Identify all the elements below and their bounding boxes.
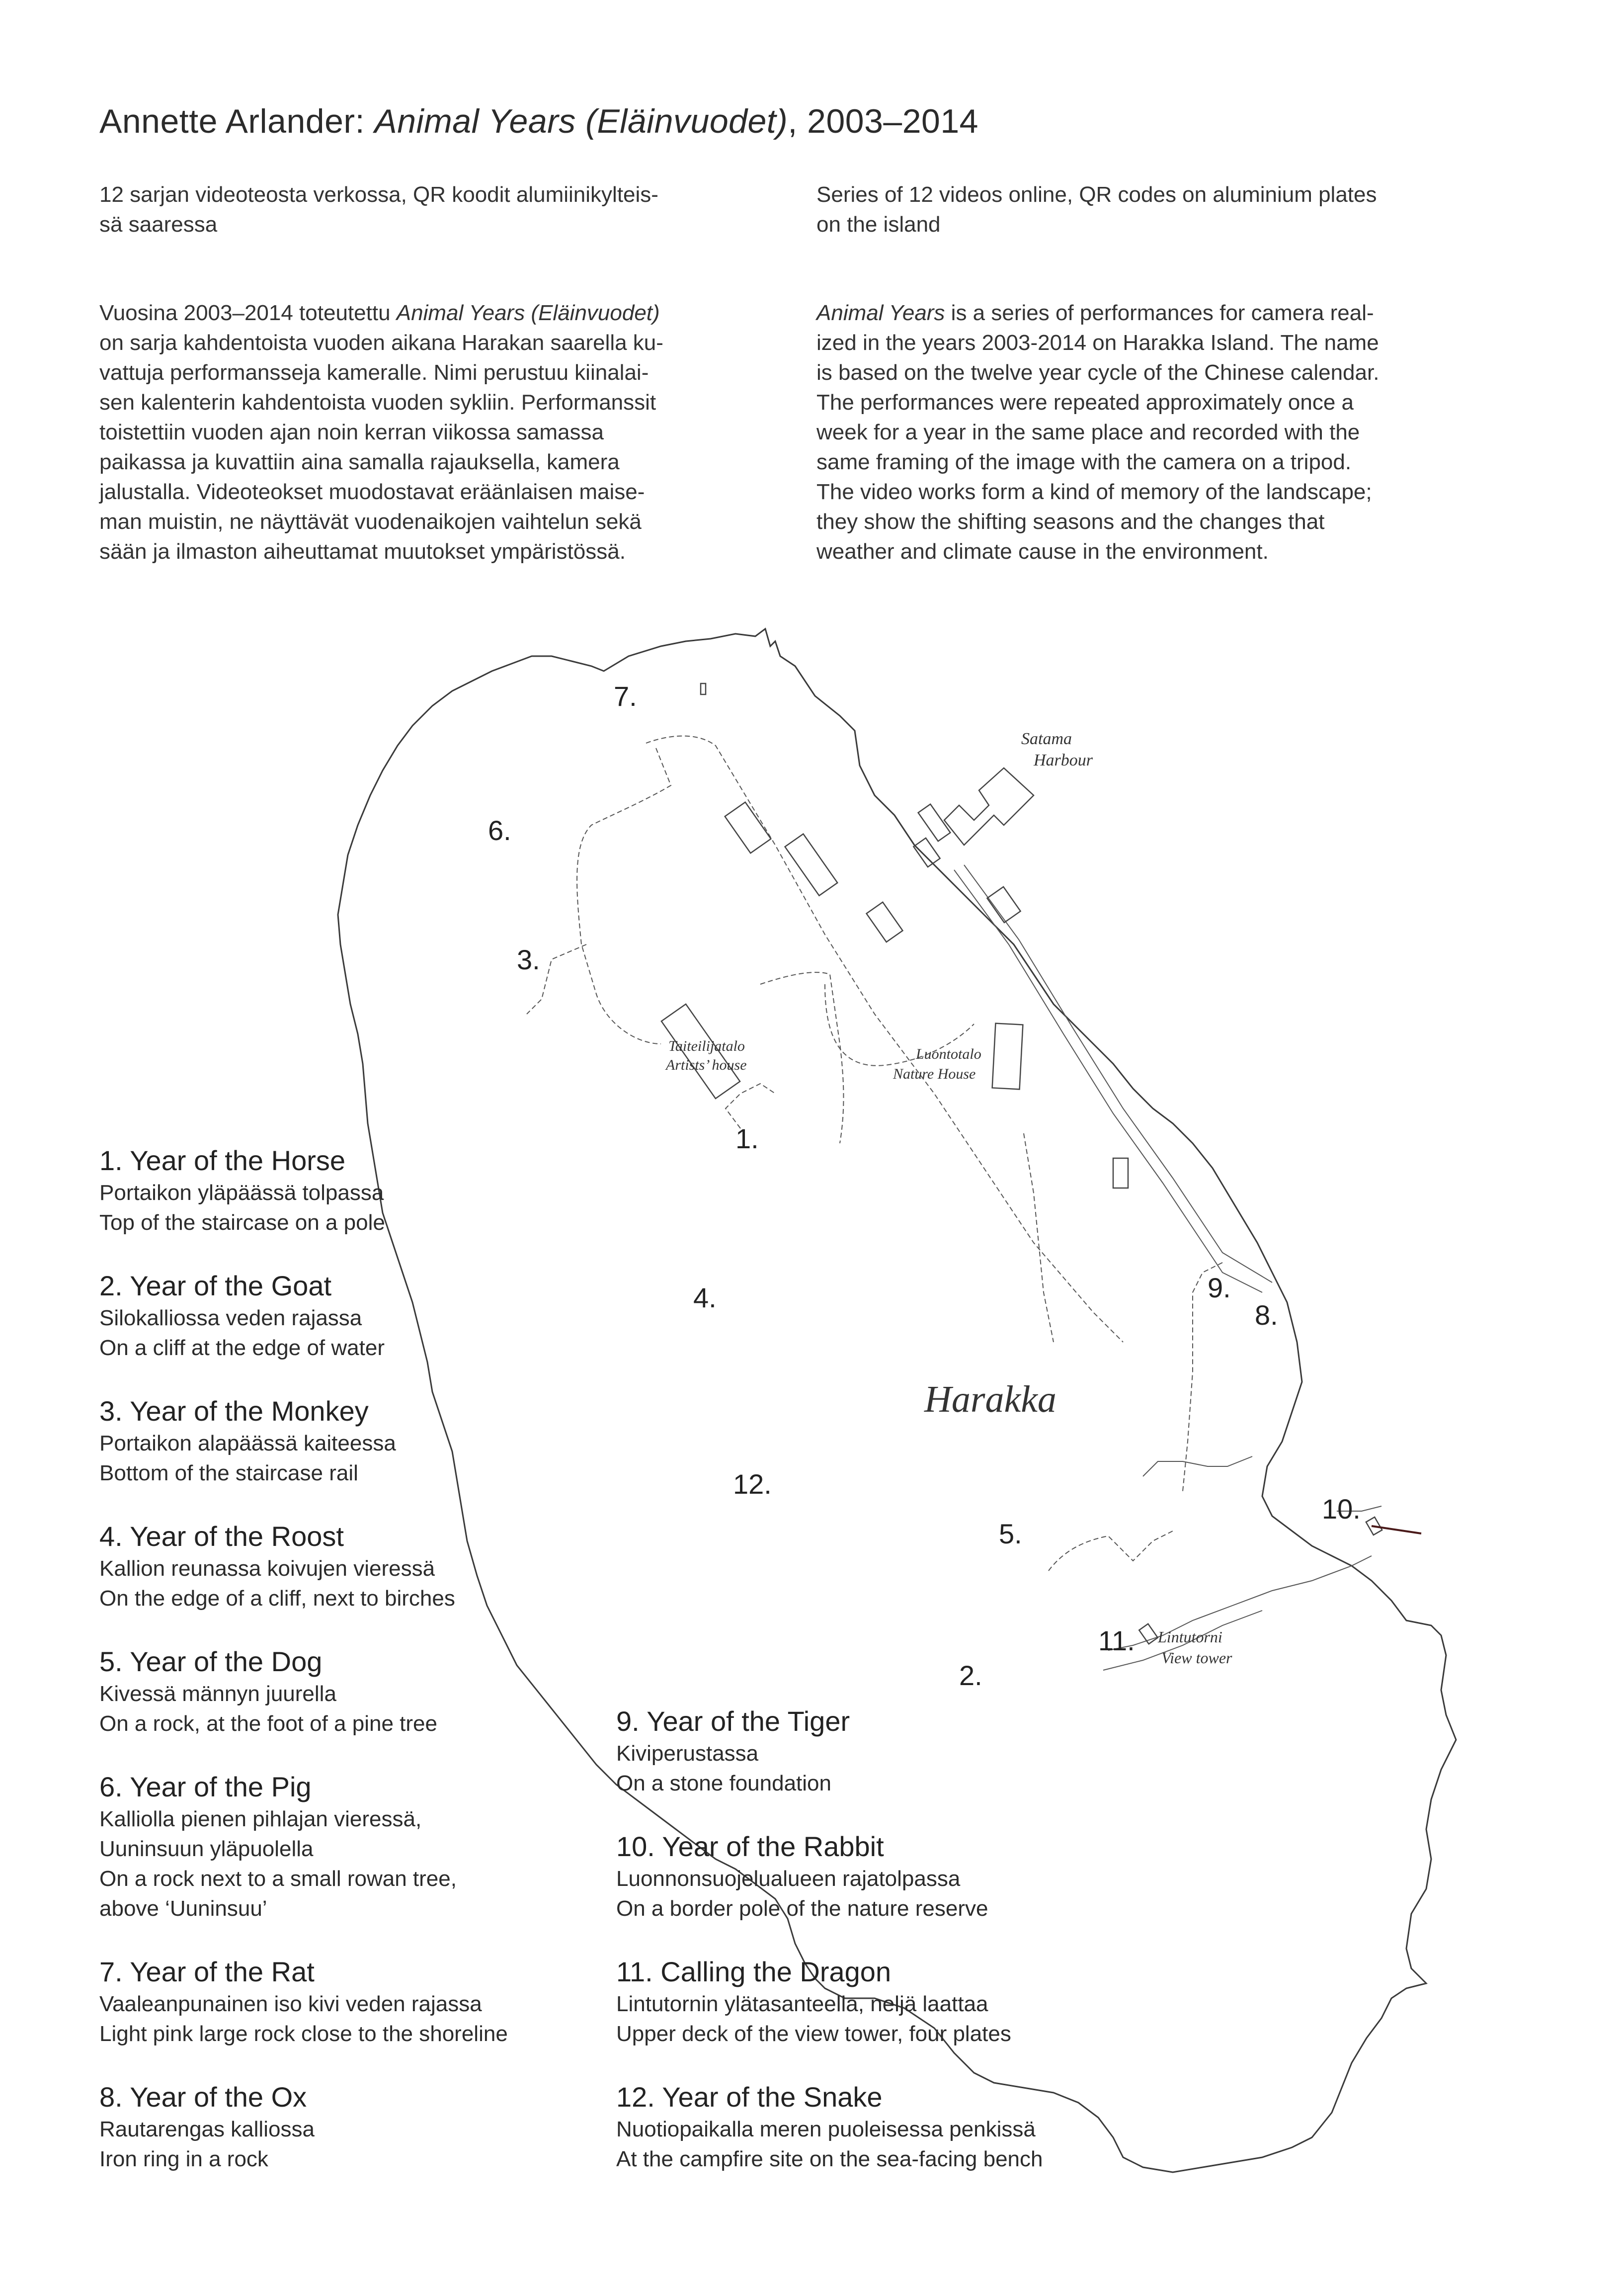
legend-line-fi: Kiviperustassa (616, 1741, 759, 1766)
legend-title: 12. Year of the Snake (616, 2081, 883, 2113)
intro-line: week for a year in the same place and recorded with the (816, 420, 1360, 444)
intro-line: man muistin, ne näyttävät vuodenaikojen vaihtelun sekä (99, 510, 642, 534)
intro-text: is a series of performances for camera real- (945, 301, 1374, 325)
legend-line-en: Light pink large rock close to the shoreline (99, 2022, 508, 2046)
legend-title: 11. Calling the Dragon (616, 1956, 892, 1987)
legend-item-2 (99, 1269, 646, 1363)
intro-english (816, 298, 1482, 567)
legend-item-4 (99, 1519, 646, 1614)
legend-line-fi: Vaaleanpunainen iso kivi veden rajassa (99, 1992, 482, 2016)
intro-line (816, 298, 1482, 328)
legend-item-3 (99, 1394, 646, 1488)
legend-title: 2. Year of the Goat (99, 1270, 332, 1301)
map-marker-8: 8. (1255, 1299, 1278, 1331)
legend-line-en: At the campfire site on the sea-facing bench (616, 2147, 1043, 2171)
legend-line-fi: Portaikon yläpäässä tolpassa (99, 1181, 384, 1205)
legend-line-fi: Uuninsuun yläpuolella (99, 1837, 314, 1861)
legend-line-fi: Silokalliossa veden rajassa (99, 1306, 362, 1330)
intro-line (99, 298, 765, 328)
map-marker-5: 5. (999, 1518, 1022, 1549)
legend-line-fi: Kivessä männyn juurella (99, 1682, 336, 1706)
legend-item-1 (99, 1143, 646, 1238)
buildings (661, 683, 1382, 1644)
artists-house-label-fi: Taiteilijatalo (668, 1038, 745, 1054)
intro-line: vattuja performansseja kameralle. Nimi perustuu kiinalai- (99, 360, 649, 385)
legend-line-fi: Nuotiopaikalla meren puoleisessa penkissä (616, 2117, 1036, 2141)
subtitle-english (816, 180, 1482, 240)
map-marker-1: 1. (735, 1123, 759, 1154)
legend-item-9 (616, 1704, 1163, 1798)
harbour-label-fi: Satama (1021, 730, 1072, 748)
map-marker-3: 3. (517, 944, 540, 975)
legend-item-12 (616, 2080, 1163, 2174)
map-marker-4: 4. (693, 1282, 717, 1313)
map-marker-7: 7. (614, 680, 637, 712)
view-tower-label-en: View tower (1161, 1649, 1232, 1667)
intro-line: jalustalla. Videoteokset muodostavat eräänlaisen maise- (99, 480, 645, 504)
harbour-pier (944, 768, 1034, 845)
nature-house-label-en: Nature House (893, 1066, 976, 1082)
intro-line: sen kalenterin kahdentoista vuoden sykliin. Performanssit (99, 390, 656, 415)
legend-item-11 (616, 1955, 1163, 2049)
page-title (99, 102, 978, 141)
legend-item-7 (99, 1955, 646, 2049)
legend-title: 1. Year of the Horse (99, 1145, 346, 1176)
intro-line: The performances were repeated approximately once a (816, 390, 1354, 415)
legend-title: 6. Year of the Pig (99, 1771, 312, 1802)
legend-title: 5. Year of the Dog (99, 1646, 323, 1677)
legend-line-en: On a stone foundation (616, 1771, 831, 1795)
view-tower-label-fi: Lintutorni (1158, 1628, 1222, 1646)
subtitle-line: 12 sarjan videoteosta verkossa, QR koodit alumiinikylteis- (99, 182, 658, 207)
intro-line: is based on the twelve year cycle of the Chinese calendar. (816, 360, 1380, 385)
intro-text: Vuosina 2003–2014 toteutettu (99, 301, 397, 325)
nature-house-label-fi: Luontotalo (916, 1046, 981, 1062)
legend-title: 8. Year of the Ox (99, 2081, 307, 2113)
subtitle-finnish (99, 180, 765, 240)
legend-item-10 (616, 1829, 1163, 1924)
legend-line-en: On a cliff at the edge of water (99, 1336, 385, 1360)
subtitle-line: Series of 12 videos online, QR codes on aluminium plates (816, 182, 1377, 207)
legend-line-en: Iron ring in a rock (99, 2147, 268, 2171)
intro-line: ized in the years 2003-2014 on Harakka Island. The name (816, 331, 1379, 355)
map-marker-6: 6. (488, 815, 511, 846)
legend-line-fi: Rautarengas kalliossa (99, 2117, 315, 2141)
legend-line-en: On the edge of a cliff, next to birches (99, 1586, 455, 1611)
intro-line: weather and climate cause in the environment. (816, 539, 1269, 564)
legend-line-fi: Luonnonsuojelualueen rajatolpassa (616, 1867, 961, 1891)
legend-line-en: Top of the staircase on a pole (99, 1210, 385, 1235)
intro-finnish (99, 298, 765, 567)
intro-italic-title: Animal Years (816, 301, 945, 325)
legend-title: 9. Year of the Tiger (616, 1705, 850, 1737)
title-italic: Animal Years (Eläinvuodet) (374, 102, 788, 140)
subtitle-line: on the island (816, 212, 941, 237)
legend-line-en: On a rock, at the foot of a pine tree (99, 1711, 437, 1736)
legend-line-fi: Kallion reunassa koivujen vieressä (99, 1556, 435, 1581)
legend-title: 10. Year of the Rabbit (616, 1831, 884, 1862)
legend-line-en: Bottom of the staircase rail (99, 1461, 358, 1485)
legend-line-fi: Kalliolla pienen pihlajan vieressä, (99, 1807, 422, 1831)
legend-item-5 (99, 1644, 646, 1739)
legend-title: 7. Year of the Rat (99, 1956, 315, 1987)
legend-item-6 (99, 1770, 646, 1924)
map-marker-12: 12. (733, 1468, 772, 1500)
legend-title: 3. Year of the Monkey (99, 1395, 369, 1427)
legend-line-en: above ‘Uuninsuu’ (99, 1896, 267, 1921)
legend-line-en: On a rock next to a small rowan tree, (99, 1867, 457, 1891)
artists-house-label-en: Artists’ house (666, 1057, 747, 1073)
subtitle-line: sä saaressa (99, 212, 218, 237)
intro-line: same framing of the image with the camera on a tripod. (816, 450, 1352, 474)
harbour-label-en: Harbour (1034, 751, 1093, 769)
intro-line: on sarja kahdentoista vuoden aikana Harakan saarella ku- (99, 331, 663, 355)
legend-item-8 (99, 2080, 646, 2174)
intro-line: paikassa ja kuvattiin aina samalla rajauksella, kamera (99, 450, 620, 474)
intro-line: The video works form a kind of memory of the landscape; (816, 480, 1372, 504)
intro-line: toistettiin vuoden ajan noin kerran viikossa samassa (99, 420, 604, 444)
intro-line: they show the shifting seasons and the changes that (816, 510, 1325, 534)
legend-line-fi: Lintutornin ylätasanteella, neljä laattaa (616, 1992, 988, 2016)
legend-line-en: On a border pole of the nature reserve (616, 1896, 988, 1921)
map-marker-2: 2. (959, 1660, 982, 1691)
island-name: Harakka (924, 1378, 1056, 1420)
legend-line-en: Upper deck of the view tower, four plates (616, 2022, 1011, 2046)
intro-line: sään ja ilmaston aiheuttamat muutokset ympäristössä. (99, 539, 626, 564)
map-marker-11: 11. (1098, 1625, 1135, 1656)
map-marker-10: 10. (1322, 1493, 1361, 1525)
map-marker-9: 9. (1208, 1272, 1231, 1303)
title-prefix: Annette Arlander: (99, 102, 375, 140)
intro-italic-title: Animal Years (Eläinvuodet) (396, 301, 660, 325)
legend-line-fi: Portaikon alapäässä kaiteessa (99, 1431, 396, 1455)
legend-title: 4. Year of the Roost (99, 1521, 344, 1552)
title-suffix: , 2003–2014 (788, 102, 978, 140)
